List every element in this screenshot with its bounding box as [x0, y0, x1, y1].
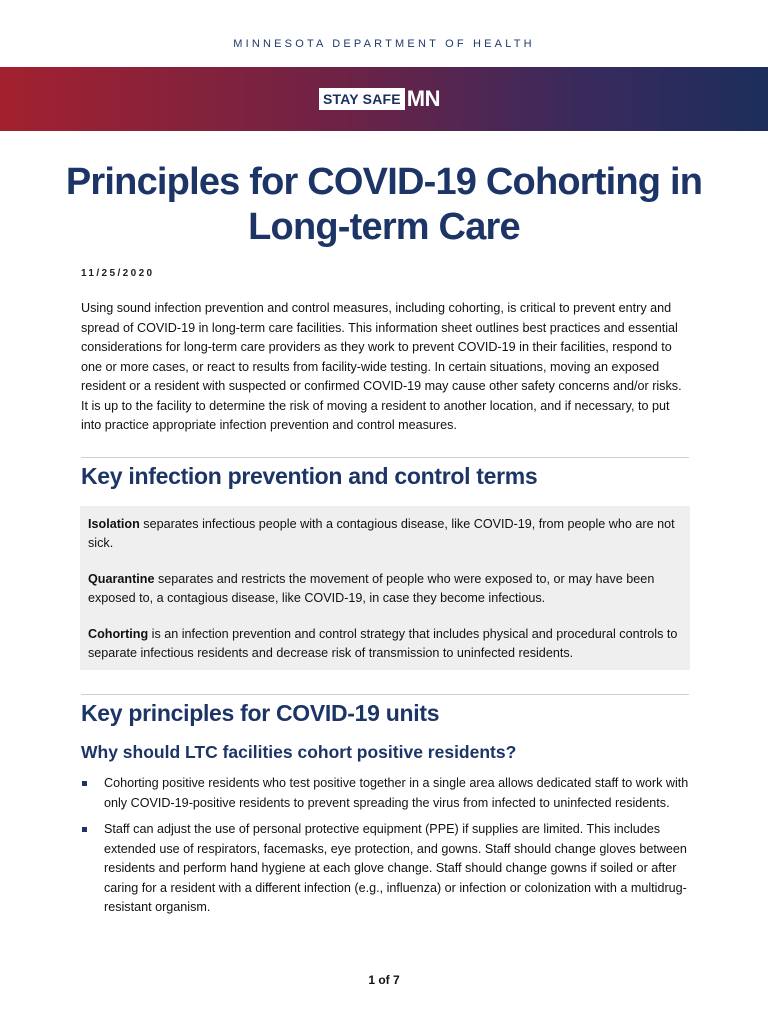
section-heading-principles: Key principles for COVID-19 units — [81, 700, 440, 726]
terms-box — [80, 506, 690, 670]
stay-safe-mn-logo — [319, 88, 440, 110]
term-isolation — [88, 515, 682, 553]
subheading-why-cohort: Why should LTC facilities cohort positive residents? — [81, 742, 517, 762]
publication-date: 11/25/2020 — [81, 268, 155, 279]
section-heading-terms: Key infection prevention and control terms — [81, 463, 538, 489]
square-bullet-icon — [82, 827, 87, 832]
intro-paragraph: Using sound infection prevention and control measures, including cohorting, is critical to prevent entry and spread of COVID-19 in long-term care facilities. This information sheet outlines best practices and essential considerations for long-term care providers as they work to prevent COVID-19 in their facilities, respond to one or more cases, or react to results from facility-wide testing. In certain situations, moving an exposed resident or a resident with suspected or confirmed COVID-19 may cause other safety concerns and/or risks. It is up to the facility to determine the risk of moving a resident to another location, and if necessary, to put into practice appropriate infection prevention and control measures. — [81, 301, 682, 432]
list-item-text: Cohorting positive residents who test positive together in a single area allows dedicated staff to work with only COVID-19-positive residents to prevent spreading the virus from infected to uninfected residents. — [104, 776, 689, 810]
term-definition: separates and restricts the movement of people who were exposed to, or may have been exposed to, a contagious disease, like COVID-19, in case they become infectious. — [88, 572, 655, 605]
term-cohorting — [88, 625, 682, 663]
section-divider — [81, 457, 689, 458]
term-label: Cohorting — [88, 627, 149, 641]
list-item — [81, 774, 691, 813]
term-definition: is an infection prevention and control strategy that includes physical and procedural controls to separate infectious residents and decrease risk of transmission to uninfected residents. — [88, 627, 678, 660]
page-title: Principles for COVID-19 Cohorting in Long-term Care — [65, 161, 703, 248]
term-label: Quarantine — [88, 572, 155, 586]
term-quarantine — [88, 570, 682, 608]
term-label: Isolation — [88, 517, 140, 531]
list-item — [81, 820, 691, 918]
page-number: 1 of 7 — [368, 973, 400, 987]
section-divider — [81, 694, 689, 695]
logo-text: STAY SAFE — [319, 88, 405, 110]
bullet-list — [81, 774, 691, 925]
logo-mn: MN — [406, 86, 441, 111]
square-bullet-icon — [82, 781, 87, 786]
term-definition: separates infectious people with a contagious disease, like COVID-19, from people who are not sick. — [88, 517, 675, 550]
list-item-text: Staff can adjust the use of personal protective equipment (PPE) if supplies are limited. This includes extended use of respirators, facemasks, eye protection, and gowns. Staff should change gloves between residents and perform hand hygiene at each glove change. Staff should change gowns if soiled or after caring for a resident with a different infection (e.g., influenza) or infection or colonization with a multidrug-resistant organism. — [104, 822, 687, 914]
agency-name: MINNESOTA DEPARTMENT OF HEALTH — [233, 38, 535, 50]
